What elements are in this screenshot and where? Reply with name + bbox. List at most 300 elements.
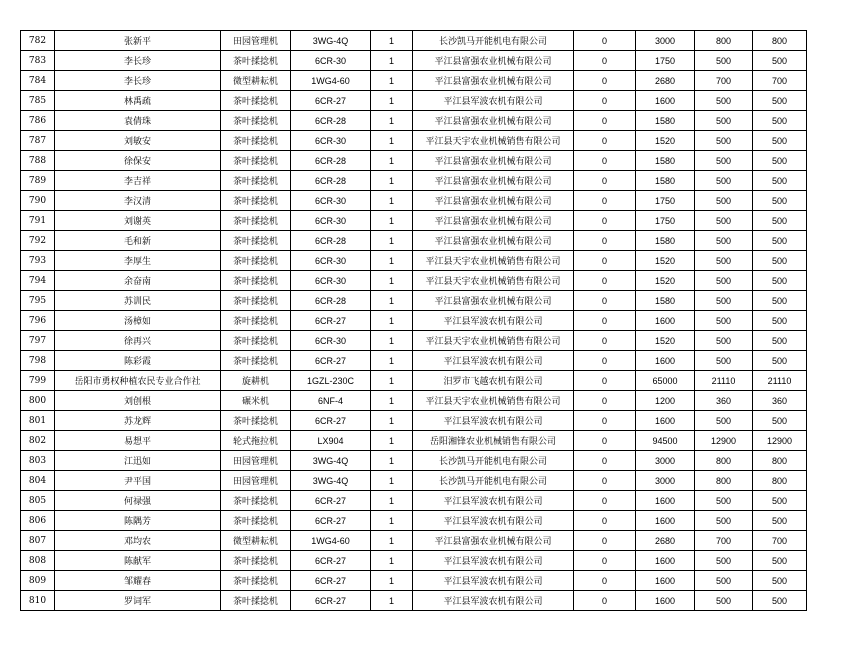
table-row [21, 491, 807, 511]
cell-subsidy-total: 12900 [753, 431, 807, 451]
cell-subsidy-total: 500 [753, 251, 807, 271]
cell-subsidy-total: 500 [753, 291, 807, 311]
cell-recipient-name: 邹耀春 [55, 571, 221, 591]
cell-subsidy-total: 500 [753, 311, 807, 331]
table-row [21, 391, 807, 411]
cell-row-number: 798 [21, 351, 55, 371]
cell-subsidy-total: 500 [753, 571, 807, 591]
cell-sale-price: 1750 [636, 191, 695, 211]
cell-machine-type: 茶叶揉捻机 [221, 491, 291, 511]
cell-machine-type: 茶叶揉捻机 [221, 571, 291, 591]
cell-machine-type: 茶叶揉捻机 [221, 271, 291, 291]
cell-row-number: 801 [21, 411, 55, 431]
cell-zero-value: 0 [574, 111, 636, 131]
cell-quantity: 1 [371, 411, 413, 431]
cell-quantity: 1 [371, 311, 413, 331]
cell-subsidy-total: 500 [753, 111, 807, 131]
cell-row-number: 787 [21, 131, 55, 151]
cell-row-number: 784 [21, 71, 55, 91]
cell-subsidy-total: 500 [753, 131, 807, 151]
cell-sale-price: 3000 [636, 451, 695, 471]
cell-model: 6CR-27 [291, 311, 371, 331]
cell-model: 6CR-30 [291, 131, 371, 151]
table-row [21, 31, 807, 51]
cell-dealer: 平江县富强农业机械有限公司 [413, 291, 574, 311]
cell-row-number: 799 [21, 371, 55, 391]
cell-subsidy-total: 800 [753, 451, 807, 471]
cell-recipient-name: 岳阳市勇权种植农民专业合作社 [55, 371, 221, 391]
cell-dealer: 平江县军波农机有限公司 [413, 511, 574, 531]
cell-recipient-name: 陈彩霞 [55, 351, 221, 371]
cell-machine-type: 茶叶揉捻机 [221, 511, 291, 531]
cell-dealer: 长沙凯马开能机电有限公司 [413, 451, 574, 471]
cell-sale-price: 1580 [636, 171, 695, 191]
cell-subsidy-total: 700 [753, 531, 807, 551]
cell-subsidy-total: 500 [753, 171, 807, 191]
cell-machine-type: 微型耕耘机 [221, 71, 291, 91]
cell-quantity: 1 [371, 31, 413, 51]
cell-dealer: 汨罗市飞越农机有限公司 [413, 371, 574, 391]
cell-zero-value: 0 [574, 291, 636, 311]
cell-row-number: 802 [21, 431, 55, 451]
cell-subsidy-total: 500 [753, 351, 807, 371]
cell-row-number: 797 [21, 331, 55, 351]
cell-sale-price: 1580 [636, 231, 695, 251]
cell-quantity: 1 [371, 51, 413, 71]
cell-subsidy-total: 500 [753, 491, 807, 511]
cell-recipient-name: 邓均农 [55, 531, 221, 551]
cell-dealer: 平江县军波农机有限公司 [413, 591, 574, 611]
cell-row-number: 795 [21, 291, 55, 311]
cell-quantity: 1 [371, 531, 413, 551]
cell-recipient-name: 林禹疏 [55, 91, 221, 111]
cell-machine-type: 田园管理机 [221, 471, 291, 491]
cell-row-number: 793 [21, 251, 55, 271]
cell-sale-price: 1580 [636, 151, 695, 171]
cell-sale-price: 1580 [636, 111, 695, 131]
cell-zero-value: 0 [574, 551, 636, 571]
cell-model: 3WG-4Q [291, 31, 371, 51]
cell-subsidy-amount: 360 [695, 391, 753, 411]
cell-dealer: 平江县军波农机有限公司 [413, 91, 574, 111]
cell-dealer: 平江县富强农业机械有限公司 [413, 51, 574, 71]
table-row [21, 271, 807, 291]
cell-machine-type: 茶叶揉捻机 [221, 591, 291, 611]
cell-subsidy-total: 500 [753, 211, 807, 231]
cell-subsidy-amount: 500 [695, 331, 753, 351]
table-row [21, 251, 807, 271]
cell-recipient-name: 何禄强 [55, 491, 221, 511]
cell-quantity: 1 [371, 391, 413, 411]
cell-sale-price: 3000 [636, 31, 695, 51]
table-row [21, 291, 807, 311]
cell-machine-type: 茶叶揉捻机 [221, 311, 291, 331]
cell-zero-value: 0 [574, 451, 636, 471]
cell-dealer: 平江县军波农机有限公司 [413, 491, 574, 511]
cell-row-number: 806 [21, 511, 55, 531]
cell-model: 6NF-4 [291, 391, 371, 411]
cell-model: 6CR-27 [291, 91, 371, 111]
cell-subsidy-total: 500 [753, 191, 807, 211]
table-row [21, 471, 807, 491]
cell-dealer: 平江县富强农业机械有限公司 [413, 191, 574, 211]
cell-sale-price: 1520 [636, 251, 695, 271]
cell-machine-type: 茶叶揉捻机 [221, 231, 291, 251]
cell-sale-price: 1520 [636, 271, 695, 291]
cell-recipient-name: 陈献军 [55, 551, 221, 571]
cell-model: 6CR-27 [291, 411, 371, 431]
cell-zero-value: 0 [574, 371, 636, 391]
table-row [21, 131, 807, 151]
cell-model: 6CR-27 [291, 511, 371, 531]
cell-machine-type: 田园管理机 [221, 451, 291, 471]
cell-zero-value: 0 [574, 171, 636, 191]
cell-quantity: 1 [371, 71, 413, 91]
cell-sale-price: 1520 [636, 131, 695, 151]
cell-sale-price: 1600 [636, 91, 695, 111]
cell-row-number: 808 [21, 551, 55, 571]
cell-machine-type: 茶叶揉捻机 [221, 111, 291, 131]
cell-quantity: 1 [371, 471, 413, 491]
cell-subsidy-total: 800 [753, 471, 807, 491]
cell-zero-value: 0 [574, 191, 636, 211]
cell-quantity: 1 [371, 351, 413, 371]
cell-subsidy-amount: 500 [695, 171, 753, 191]
cell-sale-price: 1600 [636, 591, 695, 611]
cell-model: 6CR-28 [291, 291, 371, 311]
table-row [21, 351, 807, 371]
cell-model: 3WG-4Q [291, 451, 371, 471]
cell-dealer: 平江县天宇农业机械销售有限公司 [413, 131, 574, 151]
cell-model: 6CR-28 [291, 151, 371, 171]
cell-model: 6CR-28 [291, 171, 371, 191]
cell-machine-type: 茶叶揉捻机 [221, 291, 291, 311]
cell-subsidy-total: 500 [753, 51, 807, 71]
cell-zero-value: 0 [574, 571, 636, 591]
cell-recipient-name: 余奋南 [55, 271, 221, 291]
cell-quantity: 1 [371, 231, 413, 251]
cell-zero-value: 0 [574, 31, 636, 51]
cell-subsidy-total: 500 [753, 331, 807, 351]
cell-model: LX904 [291, 431, 371, 451]
table-row [21, 551, 807, 571]
table-row [21, 91, 807, 111]
cell-quantity: 1 [371, 511, 413, 531]
cell-machine-type: 茶叶揉捻机 [221, 51, 291, 71]
cell-machine-type: 茶叶揉捻机 [221, 331, 291, 351]
cell-recipient-name: 陈隅芳 [55, 511, 221, 531]
cell-dealer: 平江县军波农机有限公司 [413, 551, 574, 571]
cell-dealer: 平江县富强农业机械有限公司 [413, 111, 574, 131]
cell-machine-type: 茶叶揉捻机 [221, 211, 291, 231]
cell-dealer: 平江县军波农机有限公司 [413, 571, 574, 591]
table-row [21, 151, 807, 171]
cell-subsidy-total: 21110 [753, 371, 807, 391]
cell-recipient-name: 李汉清 [55, 191, 221, 211]
cell-quantity: 1 [371, 111, 413, 131]
table-row [21, 331, 807, 351]
table-row [21, 171, 807, 191]
cell-model: 6CR-30 [291, 191, 371, 211]
cell-zero-value: 0 [574, 491, 636, 511]
cell-row-number: 783 [21, 51, 55, 71]
cell-dealer: 平江县天宇农业机械销售有限公司 [413, 331, 574, 351]
cell-model: 6CR-27 [291, 551, 371, 571]
cell-quantity: 1 [371, 451, 413, 471]
cell-model: 6CR-27 [291, 491, 371, 511]
cell-sale-price: 94500 [636, 431, 695, 451]
table-row [21, 231, 807, 251]
cell-dealer: 平江县富强农业机械有限公司 [413, 531, 574, 551]
cell-model: 1GZL-230C [291, 371, 371, 391]
cell-sale-price: 1520 [636, 331, 695, 351]
cell-subsidy-amount: 700 [695, 71, 753, 91]
cell-recipient-name: 刘谢英 [55, 211, 221, 231]
cell-quantity: 1 [371, 211, 413, 231]
cell-row-number: 805 [21, 491, 55, 511]
cell-subsidy-amount: 500 [695, 351, 753, 371]
cell-zero-value: 0 [574, 151, 636, 171]
cell-row-number: 796 [21, 311, 55, 331]
cell-recipient-name: 袁倩珠 [55, 111, 221, 131]
cell-sale-price: 1600 [636, 351, 695, 371]
cell-zero-value: 0 [574, 71, 636, 91]
cell-subsidy-amount: 500 [695, 511, 753, 531]
table-row [21, 571, 807, 591]
cell-row-number: 786 [21, 111, 55, 131]
cell-subsidy-amount: 500 [695, 551, 753, 571]
cell-subsidy-total: 700 [753, 71, 807, 91]
cell-model: 6CR-27 [291, 571, 371, 591]
cell-model: 6CR-30 [291, 51, 371, 71]
cell-row-number: 809 [21, 571, 55, 591]
cell-quantity: 1 [371, 191, 413, 211]
cell-sale-price: 1600 [636, 511, 695, 531]
cell-quantity: 1 [371, 591, 413, 611]
cell-model: 1WG4-60 [291, 531, 371, 551]
cell-quantity: 1 [371, 571, 413, 591]
cell-sale-price: 1600 [636, 571, 695, 591]
cell-subsidy-total: 500 [753, 91, 807, 111]
cell-subsidy-total: 360 [753, 391, 807, 411]
cell-dealer: 长沙凯马开能机电有限公司 [413, 471, 574, 491]
table-row [21, 51, 807, 71]
cell-zero-value: 0 [574, 331, 636, 351]
cell-subsidy-amount: 500 [695, 291, 753, 311]
cell-recipient-name: 徐再兴 [55, 331, 221, 351]
cell-quantity: 1 [371, 171, 413, 191]
cell-subsidy-amount: 500 [695, 211, 753, 231]
cell-subsidy-total: 500 [753, 151, 807, 171]
cell-recipient-name: 尹平国 [55, 471, 221, 491]
cell-sale-price: 2680 [636, 71, 695, 91]
cell-subsidy-total: 500 [753, 271, 807, 291]
table-row [21, 371, 807, 391]
table-row [21, 111, 807, 131]
cell-recipient-name: 刘敏安 [55, 131, 221, 151]
cell-row-number: 794 [21, 271, 55, 291]
table-row [21, 451, 807, 471]
cell-zero-value: 0 [574, 431, 636, 451]
cell-subsidy-amount: 500 [695, 111, 753, 131]
cell-machine-type: 茶叶揉捻机 [221, 411, 291, 431]
cell-model: 6CR-28 [291, 111, 371, 131]
cell-zero-value: 0 [574, 211, 636, 231]
cell-sale-price: 1200 [636, 391, 695, 411]
table-row [21, 591, 807, 611]
cell-row-number: 804 [21, 471, 55, 491]
cell-quantity: 1 [371, 131, 413, 151]
cell-model: 6CR-27 [291, 351, 371, 371]
cell-model: 6CR-30 [291, 211, 371, 231]
cell-model: 6CR-30 [291, 251, 371, 271]
table-row [21, 71, 807, 91]
cell-subsidy-amount: 500 [695, 411, 753, 431]
table-row [21, 191, 807, 211]
cell-dealer: 平江县天宇农业机械销售有限公司 [413, 271, 574, 291]
cell-quantity: 1 [371, 371, 413, 391]
cell-recipient-name: 汤樟如 [55, 311, 221, 331]
cell-model: 6CR-30 [291, 331, 371, 351]
cell-recipient-name: 苏训民 [55, 291, 221, 311]
cell-quantity: 1 [371, 491, 413, 511]
cell-sale-price: 1600 [636, 491, 695, 511]
cell-sale-price: 1600 [636, 411, 695, 431]
cell-sale-price: 1600 [636, 311, 695, 331]
cell-subsidy-amount: 800 [695, 451, 753, 471]
table-row [21, 511, 807, 531]
cell-quantity: 1 [371, 551, 413, 571]
cell-sale-price: 65000 [636, 371, 695, 391]
cell-zero-value: 0 [574, 51, 636, 71]
cell-recipient-name: 毛和新 [55, 231, 221, 251]
subsidy-table [20, 30, 807, 611]
cell-machine-type: 茶叶揉捻机 [221, 351, 291, 371]
cell-machine-type: 旋耕机 [221, 371, 291, 391]
cell-quantity: 1 [371, 331, 413, 351]
cell-zero-value: 0 [574, 391, 636, 411]
table-row [21, 311, 807, 331]
cell-recipient-name: 张新平 [55, 31, 221, 51]
cell-dealer: 平江县军波农机有限公司 [413, 351, 574, 371]
cell-dealer: 平江县天宇农业机械销售有限公司 [413, 251, 574, 271]
cell-quantity: 1 [371, 251, 413, 271]
cell-zero-value: 0 [574, 91, 636, 111]
cell-recipient-name: 易想平 [55, 431, 221, 451]
cell-subsidy-total: 800 [753, 31, 807, 51]
cell-row-number: 790 [21, 191, 55, 211]
cell-recipient-name: 徐保安 [55, 151, 221, 171]
cell-subsidy-amount: 500 [695, 91, 753, 111]
cell-dealer: 平江县富强农业机械有限公司 [413, 171, 574, 191]
cell-zero-value: 0 [574, 591, 636, 611]
cell-row-number: 782 [21, 31, 55, 51]
cell-subsidy-amount: 500 [695, 191, 753, 211]
table-body [21, 31, 807, 611]
cell-row-number: 792 [21, 231, 55, 251]
cell-model: 1WG4-60 [291, 71, 371, 91]
cell-subsidy-amount: 21110 [695, 371, 753, 391]
cell-quantity: 1 [371, 291, 413, 311]
cell-zero-value: 0 [574, 131, 636, 151]
cell-row-number: 788 [21, 151, 55, 171]
cell-subsidy-amount: 500 [695, 491, 753, 511]
cell-zero-value: 0 [574, 271, 636, 291]
cell-subsidy-amount: 12900 [695, 431, 753, 451]
cell-recipient-name: 刘创根 [55, 391, 221, 411]
cell-dealer: 平江县军波农机有限公司 [413, 311, 574, 331]
cell-machine-type: 茶叶揉捻机 [221, 171, 291, 191]
cell-row-number: 803 [21, 451, 55, 471]
cell-row-number: 810 [21, 591, 55, 611]
cell-recipient-name: 李厚生 [55, 251, 221, 271]
cell-subsidy-amount: 500 [695, 271, 753, 291]
cell-row-number: 791 [21, 211, 55, 231]
cell-zero-value: 0 [574, 531, 636, 551]
cell-sale-price: 2680 [636, 531, 695, 551]
cell-sale-price: 1580 [636, 291, 695, 311]
cell-recipient-name: 李吉祥 [55, 171, 221, 191]
cell-subsidy-total: 500 [753, 411, 807, 431]
cell-dealer: 平江县富强农业机械有限公司 [413, 151, 574, 171]
cell-subsidy-amount: 800 [695, 31, 753, 51]
cell-machine-type: 茶叶揉捻机 [221, 551, 291, 571]
cell-machine-type: 轮式拖拉机 [221, 431, 291, 451]
cell-subsidy-total: 500 [753, 591, 807, 611]
cell-model: 6CR-28 [291, 231, 371, 251]
cell-subsidy-amount: 500 [695, 151, 753, 171]
cell-subsidy-amount: 500 [695, 251, 753, 271]
cell-zero-value: 0 [574, 471, 636, 491]
cell-sale-price: 1750 [636, 51, 695, 71]
cell-dealer: 平江县富强农业机械有限公司 [413, 211, 574, 231]
cell-recipient-name: 李长珍 [55, 71, 221, 91]
cell-machine-type: 微型耕耘机 [221, 531, 291, 551]
cell-recipient-name: 李长珍 [55, 51, 221, 71]
cell-machine-type: 茶叶揉捻机 [221, 251, 291, 271]
table-row [21, 431, 807, 451]
cell-machine-type: 茶叶揉捻机 [221, 131, 291, 151]
cell-row-number: 785 [21, 91, 55, 111]
table-row [21, 211, 807, 231]
cell-dealer: 平江县富强农业机械有限公司 [413, 71, 574, 91]
cell-zero-value: 0 [574, 231, 636, 251]
cell-zero-value: 0 [574, 311, 636, 331]
table-row [21, 531, 807, 551]
cell-zero-value: 0 [574, 351, 636, 371]
cell-zero-value: 0 [574, 411, 636, 431]
cell-machine-type: 田园管理机 [221, 31, 291, 51]
cell-sale-price: 1750 [636, 211, 695, 231]
cell-sale-price: 1600 [636, 551, 695, 571]
cell-subsidy-amount: 800 [695, 471, 753, 491]
cell-dealer: 平江县天宇农业机械销售有限公司 [413, 391, 574, 411]
cell-model: 3WG-4Q [291, 471, 371, 491]
cell-subsidy-amount: 700 [695, 531, 753, 551]
cell-zero-value: 0 [574, 511, 636, 531]
cell-row-number: 800 [21, 391, 55, 411]
cell-subsidy-amount: 500 [695, 591, 753, 611]
cell-subsidy-amount: 500 [695, 311, 753, 331]
cell-quantity: 1 [371, 271, 413, 291]
cell-subsidy-amount: 500 [695, 571, 753, 591]
cell-quantity: 1 [371, 91, 413, 111]
cell-recipient-name: 苏龙辉 [55, 411, 221, 431]
cell-row-number: 807 [21, 531, 55, 551]
cell-subsidy-total: 500 [753, 551, 807, 571]
cell-row-number: 789 [21, 171, 55, 191]
cell-quantity: 1 [371, 151, 413, 171]
